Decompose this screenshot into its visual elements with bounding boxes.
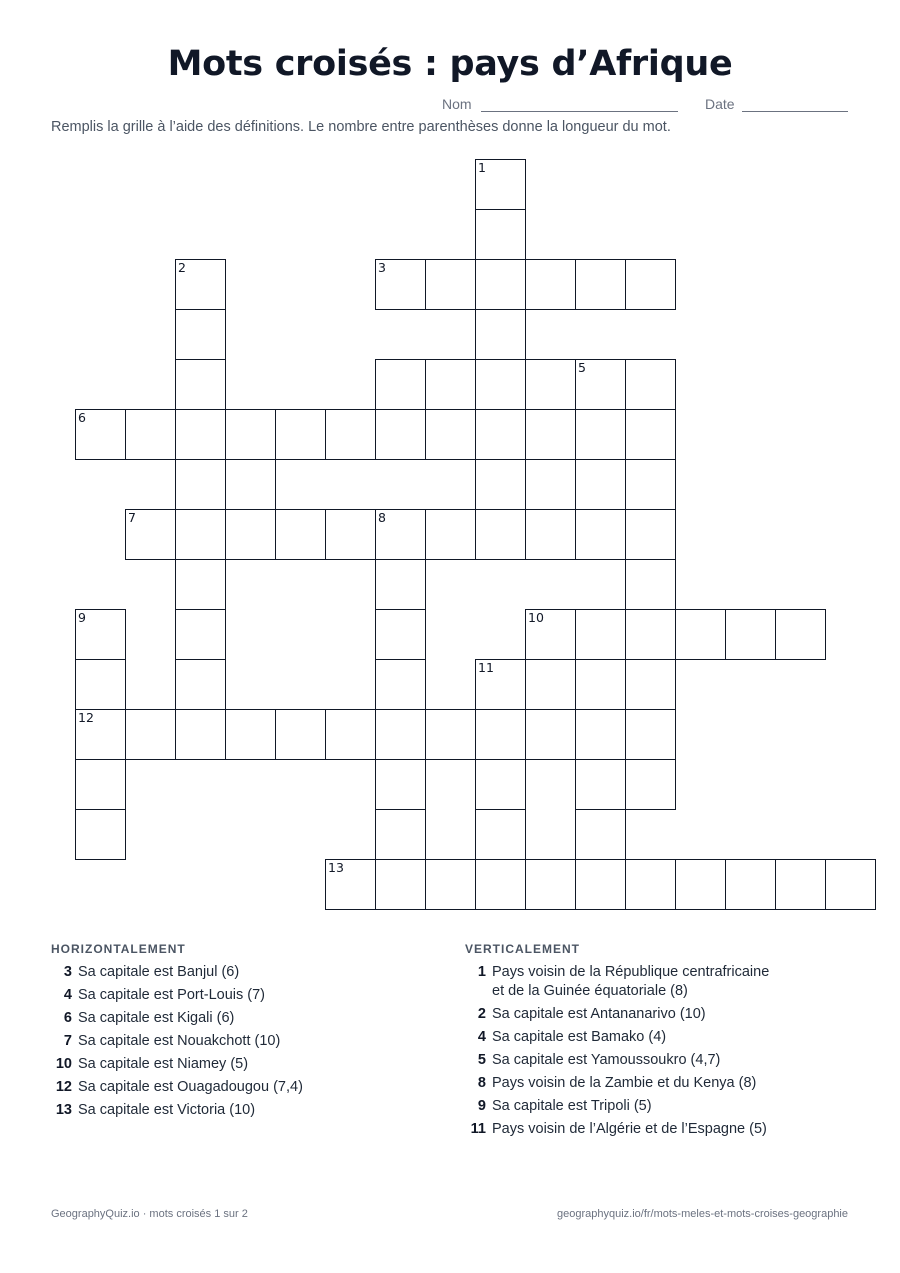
clue-number: 13 [55,1102,72,1118]
across-clue [55,1055,249,1074]
grid-cell[interactable] [525,609,576,660]
grid-cell[interactable] [775,609,826,660]
grid-cell[interactable] [525,509,576,560]
grid-cell[interactable] [525,709,576,760]
grid-cell[interactable] [575,409,626,460]
clue-number-label: 3 [378,260,386,275]
grid-cell[interactable] [425,409,476,460]
grid-cell[interactable] [525,459,576,510]
across-clue [63,1009,235,1028]
grid-cell[interactable] [575,709,626,760]
grid-cell[interactable] [475,259,526,310]
across-clue [63,1032,281,1051]
grid-cell[interactable] [175,609,226,660]
grid-cell[interactable] [225,709,276,760]
footer-right: geographyquiz.io/fr/mots-meles-et-mots-croises-geographie [556,1208,848,1220]
grid-cell[interactable] [475,709,526,760]
clue-number: 4 [477,1029,486,1045]
clue-text: Pays voisin de l’Algérie et de l’Espagne (5) [492,1121,767,1137]
grid-cell[interactable] [475,859,526,910]
grid-cell[interactable] [625,259,676,310]
grid-cell[interactable] [625,609,676,660]
grid-cell[interactable] [225,509,276,560]
grid-cell[interactable] [575,509,626,560]
grid-cell[interactable] [125,509,176,560]
grid-cell[interactable] [75,609,126,660]
clue-number: 8 [477,1075,486,1091]
grid-cell[interactable] [175,709,226,760]
grid-cell[interactable] [175,659,226,710]
grid-cell[interactable] [475,809,526,860]
name-field[interactable] [481,111,678,112]
across-clue [63,963,240,982]
grid-cell[interactable] [175,459,226,510]
clue-number-label: 2 [178,260,186,275]
grid-cell[interactable] [275,409,326,460]
clue-number: 3 [63,964,72,980]
clue-number-label: 6 [78,410,86,425]
grid-cell[interactable] [525,259,576,310]
down-clue [477,1051,721,1070]
clue-number: 10 [55,1056,72,1072]
across-clue [55,1101,256,1120]
grid-cell[interactable] [525,659,576,710]
footer-left: GeographyQuiz.io · mots croisés 1 sur 2 [51,1208,248,1220]
grid-cell[interactable] [275,709,326,760]
grid-cell[interactable] [625,409,676,460]
grid-cell[interactable] [75,409,126,460]
clue-number-label: 5 [578,360,586,375]
grid-cell[interactable] [625,659,676,710]
clue-text: Sa capitale est Bamako (4) [492,1029,667,1045]
down-heading: VERTICALEMENT [465,942,580,956]
clue-text: Sa capitale est Kigali (6) [78,1010,235,1026]
grid-cell[interactable] [425,259,476,310]
clue-number-label: 13 [328,860,344,875]
grid-cell[interactable] [375,559,426,610]
grid-cell[interactable] [225,409,276,460]
grid-cell[interactable] [625,359,676,410]
grid-cell[interactable] [175,509,226,560]
clue-number-label: 8 [378,510,386,525]
clue-number: 12 [55,1079,72,1095]
down-clue [477,1005,706,1024]
clue-text: Sa capitale est Banjul (6) [78,964,240,980]
date-field[interactable] [742,111,848,112]
grid-cell[interactable] [425,359,476,410]
grid-cell[interactable] [625,759,676,810]
clue-number: 4 [63,987,72,1003]
grid-cell[interactable] [475,659,526,710]
grid-cell[interactable] [625,509,676,560]
clue-text: Sa capitale est Nouakchott (10) [78,1033,281,1049]
grid-cell[interactable] [575,809,626,860]
clue-text: Pays voisin de la République centrafricaine et de la Guinée équatoriale (8) [492,964,770,999]
grid-cell[interactable] [475,409,526,460]
grid-cell[interactable] [525,359,576,410]
grid-cell[interactable] [375,359,426,410]
grid-cell[interactable] [575,359,626,410]
clue-text: Sa capitale est Niamey (5) [78,1056,249,1072]
grid-cell[interactable] [575,609,626,660]
down-clue [477,1097,652,1116]
down-clue [477,1074,757,1093]
grid-cell[interactable] [75,809,126,860]
clue-number-label: 10 [528,610,544,625]
grid-cell[interactable] [175,309,226,360]
grid-cell[interactable] [175,559,226,610]
instructions: Remplis la grille à l’aide des définitions. Le nombre entre parenthèses donne la longueur du mot. [51,119,671,135]
grid-cell[interactable] [575,859,626,910]
grid-cell[interactable] [475,209,526,260]
grid-cell[interactable] [575,659,626,710]
down-clue [470,1120,767,1139]
grid-cell[interactable] [475,359,526,410]
clue-number: 1 [477,964,486,980]
page-title: Mots croisés : pays d’Afrique [167,44,733,84]
grid-cell[interactable] [375,609,426,660]
across-heading: HORIZONTALEMENT [51,942,186,956]
grid-cell[interactable] [525,409,576,460]
grid-cell[interactable] [425,709,476,760]
grid-cell[interactable] [675,859,726,910]
clue-number-label: 11 [478,660,494,675]
clue-text: Sa capitale est Antananarivo (10) [492,1006,706,1022]
grid-cell[interactable] [375,759,426,810]
grid-cell[interactable] [175,409,226,460]
clue-text: Sa capitale est Ouagadougou (7,4) [78,1079,303,1095]
clue-number-label: 1 [478,160,486,175]
grid-cell[interactable] [75,659,126,710]
name-label: Nom [442,96,472,112]
grid-cell[interactable] [625,859,676,910]
grid-cell[interactable] [225,459,276,510]
grid-cell[interactable] [325,409,376,460]
grid-cell[interactable] [575,759,626,810]
grid-cell[interactable] [575,259,626,310]
grid-cell[interactable] [325,859,376,910]
clue-number: 2 [477,1006,486,1022]
grid-cell[interactable] [375,509,426,560]
grid-cell[interactable] [175,359,226,410]
grid-cell[interactable] [475,509,526,560]
grid-cell[interactable] [725,859,776,910]
date-label: Date [705,96,735,112]
grid-cell[interactable] [375,409,426,460]
clue-text: Sa capitale est Port-Louis (7) [78,987,265,1003]
clue-number: 11 [470,1121,486,1137]
grid-cell[interactable] [375,809,426,860]
grid-cell[interactable] [475,159,526,210]
grid-cell[interactable] [275,509,326,560]
grid-cell[interactable] [725,609,776,660]
clue-number-label: 7 [128,510,136,525]
grid-cell[interactable] [325,709,376,760]
across-clue [63,986,265,1005]
grid-cell[interactable] [525,859,576,910]
grid-cell[interactable] [75,709,126,760]
clue-number: 6 [63,1010,72,1026]
grid-cell[interactable] [775,859,826,910]
grid-cell[interactable] [475,759,526,810]
grid-cell[interactable] [75,759,126,810]
grid-cell[interactable] [825,859,876,910]
grid-cell[interactable] [125,709,176,760]
grid-cell[interactable] [325,509,376,560]
down-clue [477,963,770,1001]
grid-cell[interactable] [375,709,426,760]
clue-number-label: 9 [78,610,86,625]
grid-cell[interactable] [475,309,526,360]
clue-number: 5 [477,1052,486,1068]
grid-cell[interactable] [125,409,176,460]
across-clue [55,1078,303,1097]
clue-number: 7 [63,1033,72,1049]
clue-text: Pays voisin de la Zambie et du Kenya (8) [492,1075,757,1091]
grid-cell[interactable] [175,259,226,310]
grid-cell[interactable] [425,859,476,910]
grid-cell[interactable] [425,509,476,560]
grid-cell[interactable] [375,659,426,710]
grid-cell[interactable] [475,459,526,510]
grid-cell[interactable] [625,559,676,610]
clue-text: Sa capitale est Victoria (10) [78,1102,256,1118]
grid-cell[interactable] [375,259,426,310]
grid-cell[interactable] [675,609,726,660]
grid-cell[interactable] [625,459,676,510]
clue-number-label: 12 [78,710,94,725]
clue-number: 9 [477,1098,486,1114]
grid-cell[interactable] [625,709,676,760]
down-clue [477,1028,667,1047]
clue-text: Sa capitale est Yamoussoukro (4,7) [492,1052,721,1068]
grid-cell[interactable] [375,859,426,910]
clue-text: Sa capitale est Tripoli (5) [492,1098,652,1114]
